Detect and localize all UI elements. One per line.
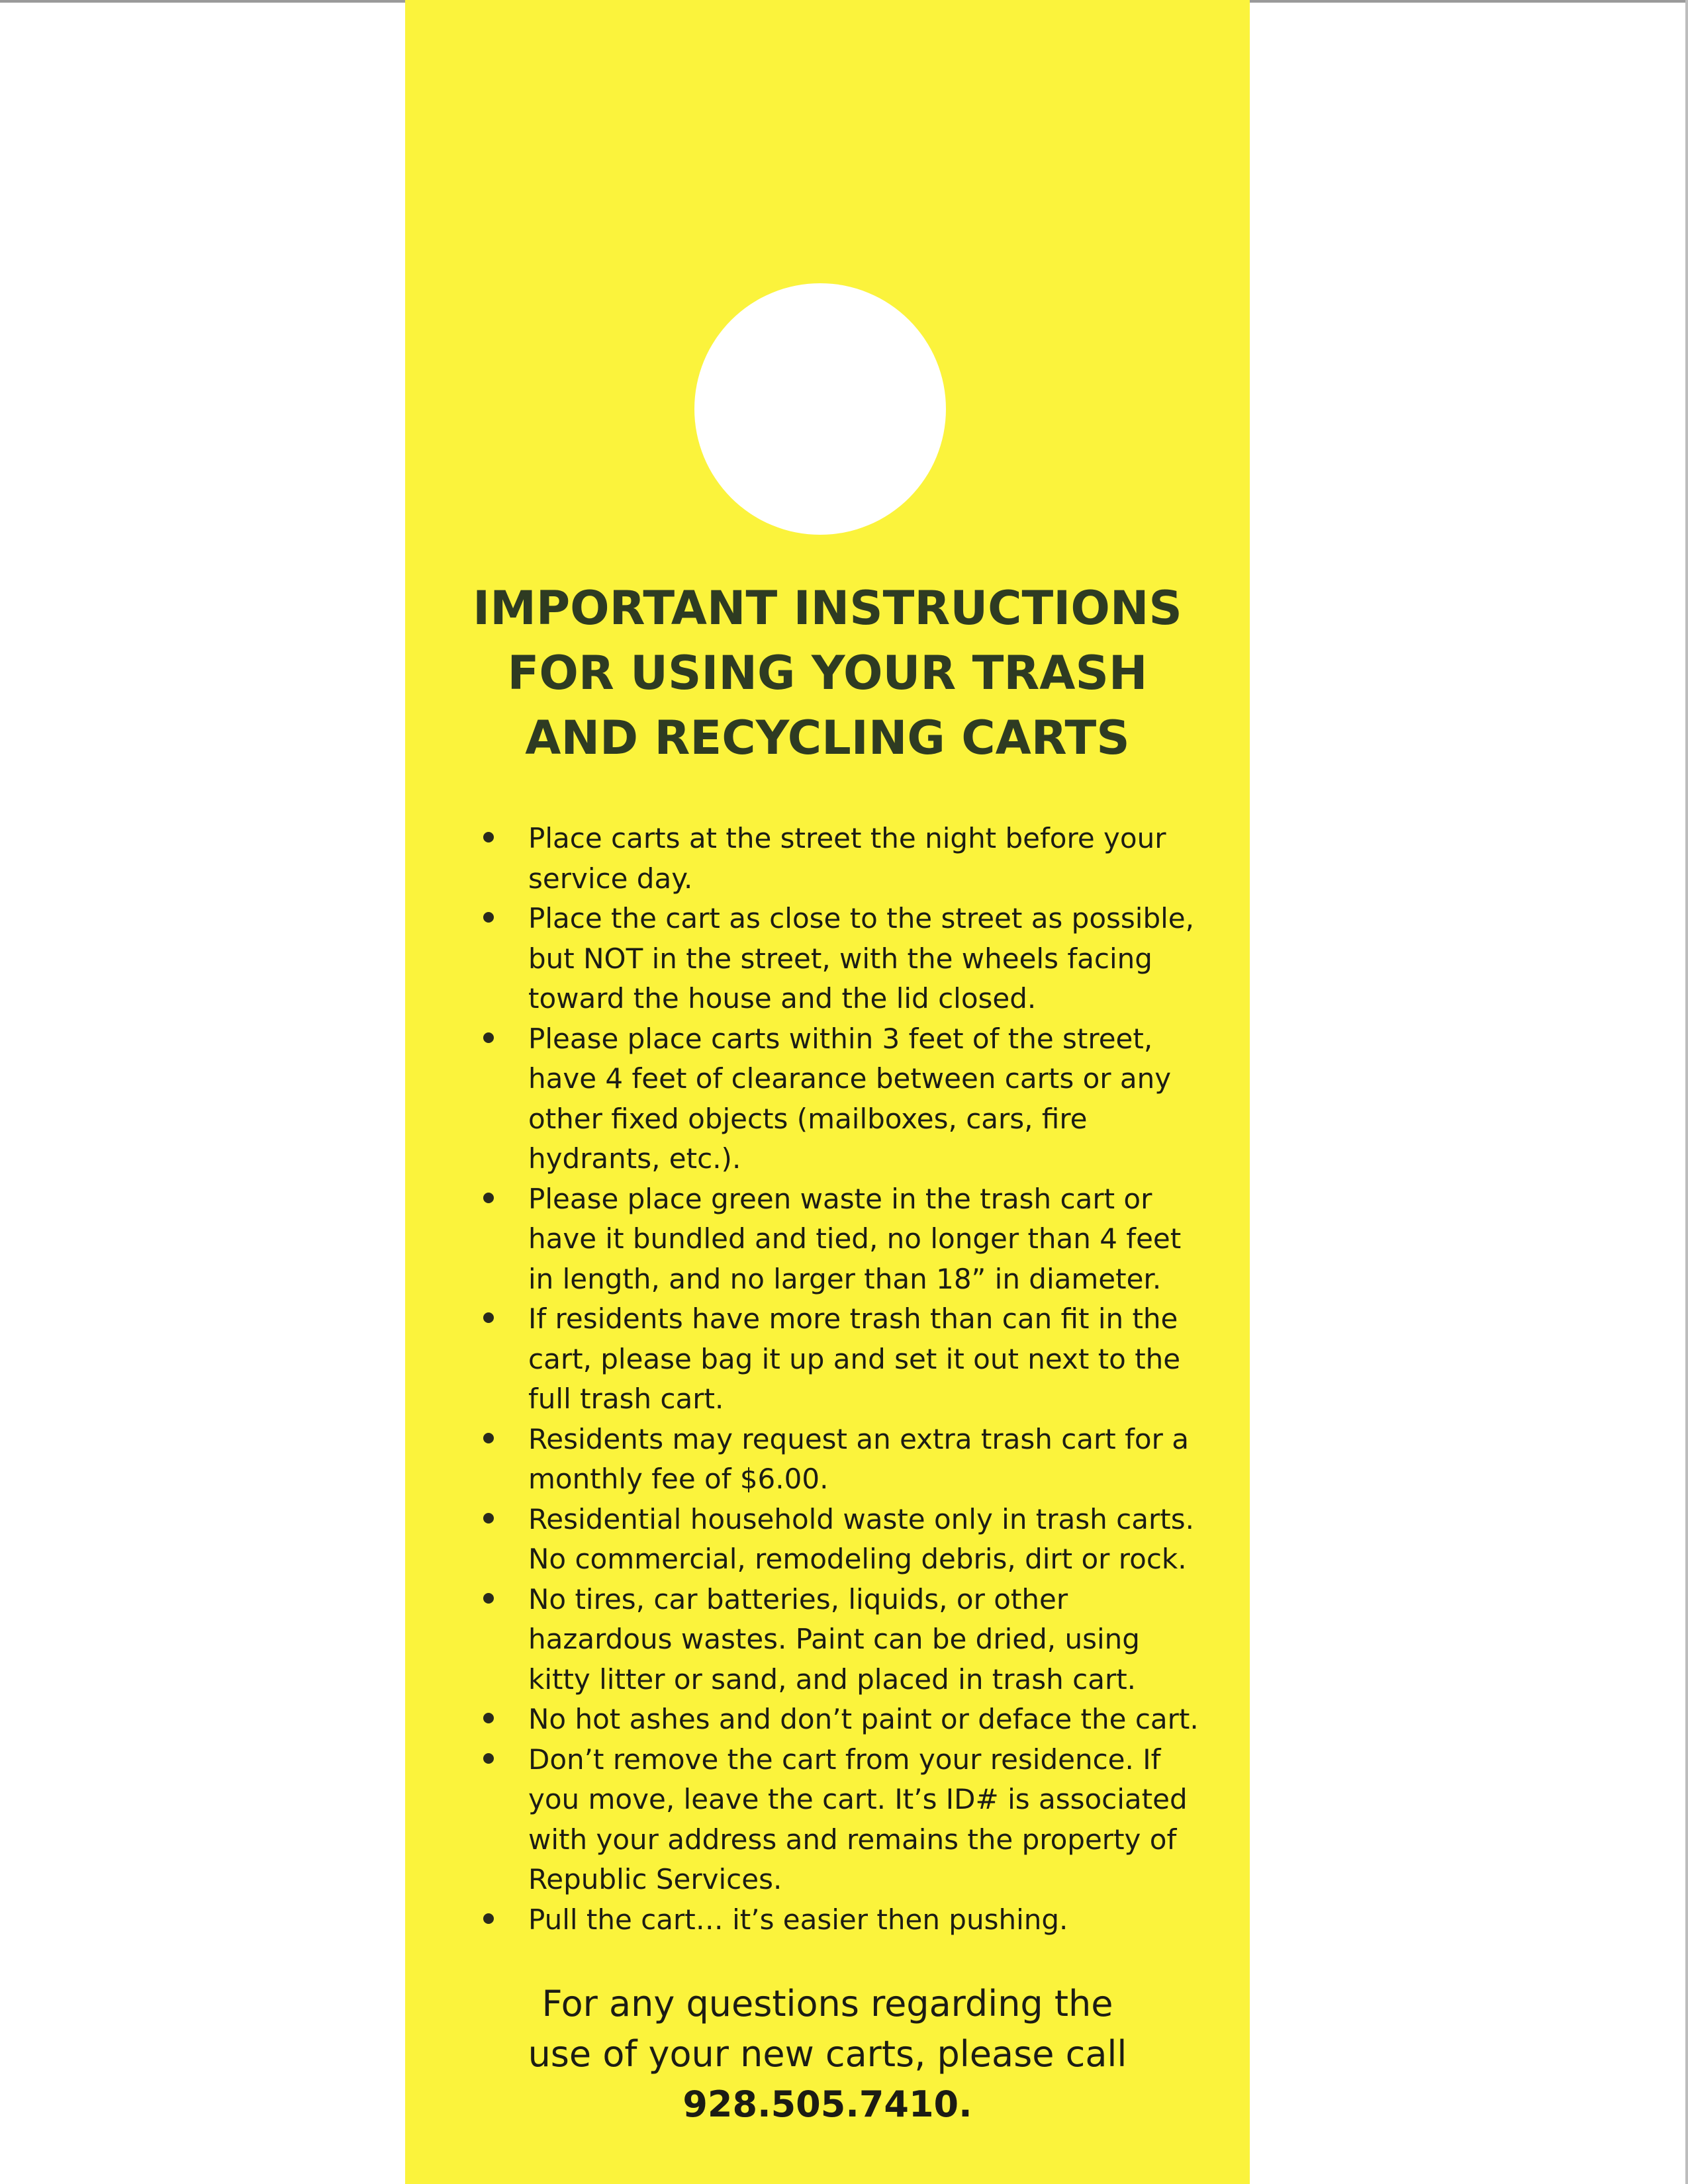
list-item-text: hydrants, etc.).	[528, 1142, 741, 1175]
title-line: AND RECYCLING CARTS	[525, 711, 1130, 765]
list-item-text: Place the cart as close to the street as possible,	[528, 902, 1194, 934]
title-line: FOR USING YOUR TRASH	[507, 646, 1148, 700]
list-item-text: hazardous wastes. Paint can be dried, using	[528, 1623, 1140, 1655]
bullet-icon	[483, 912, 494, 923]
bullet-icon	[483, 1593, 494, 1604]
list-item-text: have 4 feet of clearance between carts or any	[528, 1062, 1172, 1095]
list-item-text: you move, leave the cart. It’s ID# is associated	[528, 1783, 1188, 1815]
list-item	[483, 1500, 1194, 1580]
list-item-text: kitty litter or sand, and placed in trash cart.	[528, 1662, 1137, 1696]
list-item-text: Residential household waste only in trash carts.	[528, 1502, 1194, 1535]
list-item-text: Republic Services.	[528, 1863, 782, 1895]
list-item-text: Pull the cart… it’s easier then pushing.	[528, 1903, 1068, 1936]
instruction-list	[483, 819, 1244, 1940]
list-item-text: full trash cart.	[528, 1383, 724, 1415]
list-item-text: in length, and no larger than 18” in diameter.	[528, 1262, 1162, 1295]
bullet-icon	[483, 1513, 494, 1524]
list-item-text: other fixed objects (mailboxes, cars, fire	[528, 1102, 1088, 1135]
list-item	[483, 819, 1164, 899]
list-item-text: Please place green waste in the trash cart or	[528, 1182, 1152, 1215]
list-item-text: have it bundled and tied, no longer than 4 feet	[528, 1222, 1182, 1255]
contact-text: use of your new carts, please call	[528, 2033, 1127, 2075]
list-item-text: If residents have more trash than can fit in the	[528, 1302, 1178, 1335]
list-item	[483, 1420, 1189, 1500]
list-item-text: monthly fee of $6.00.	[528, 1463, 829, 1495]
bullet-icon	[483, 1913, 494, 1924]
list-item-text: but NOT in the street, with the wheels facing	[528, 942, 1152, 975]
list-item-text: with your address and remains the property of	[528, 1823, 1177, 1856]
list-item-text: Please place carts within 3 feet of the street,	[528, 1022, 1153, 1055]
phone-number: 928.505.7410.	[682, 2083, 972, 2125]
door-hanger	[405, 0, 1250, 2184]
bullet-icon	[483, 1713, 494, 1723]
list-item-text: service day.	[528, 862, 693, 895]
bullet-icon	[483, 1312, 494, 1323]
title-line: IMPORTANT INSTRUCTIONS	[473, 581, 1182, 635]
list-item	[483, 1299, 1181, 1420]
bullet-icon	[483, 1433, 494, 1443]
list-item-text: No hot ashes and don’t paint or deface the cart.	[528, 1703, 1199, 1735]
list-item-text: Don’t remove the cart from your residence. If	[528, 1743, 1161, 1776]
list-item-text: Residents may request an extra trash cart for a	[528, 1422, 1189, 1455]
list-item	[483, 1900, 1164, 1940]
list-item-text: No tires, car batteries, liquids, or other	[528, 1582, 1068, 1615]
list-item-text: cart, please bag it up and set it out next to the	[528, 1342, 1181, 1375]
bullet-icon	[483, 1032, 494, 1043]
list-item	[483, 1019, 1172, 1179]
list-item	[483, 1580, 1164, 1700]
bullet-icon	[483, 1753, 494, 1764]
list-item-text: Place carts at the street the night before your	[528, 822, 1166, 854]
bullet-icon	[483, 1193, 494, 1203]
door-hanger-hole	[694, 283, 946, 535]
list-item	[483, 1700, 1199, 1740]
list-item-text: No commercial, remodeling debris, dirt or rock.	[528, 1543, 1187, 1575]
bullet-icon	[483, 832, 494, 842]
contact-block	[432, 1979, 1223, 2130]
scan-right-edge	[1685, 0, 1688, 2184]
list-item	[483, 1740, 1188, 1900]
list-item	[483, 1179, 1182, 1300]
page-title	[432, 576, 1223, 770]
list-item	[483, 899, 1194, 1019]
contact-text: For any questions regarding the	[541, 1983, 1113, 2025]
list-item-text: toward the house and the lid closed.	[528, 982, 1037, 1015]
